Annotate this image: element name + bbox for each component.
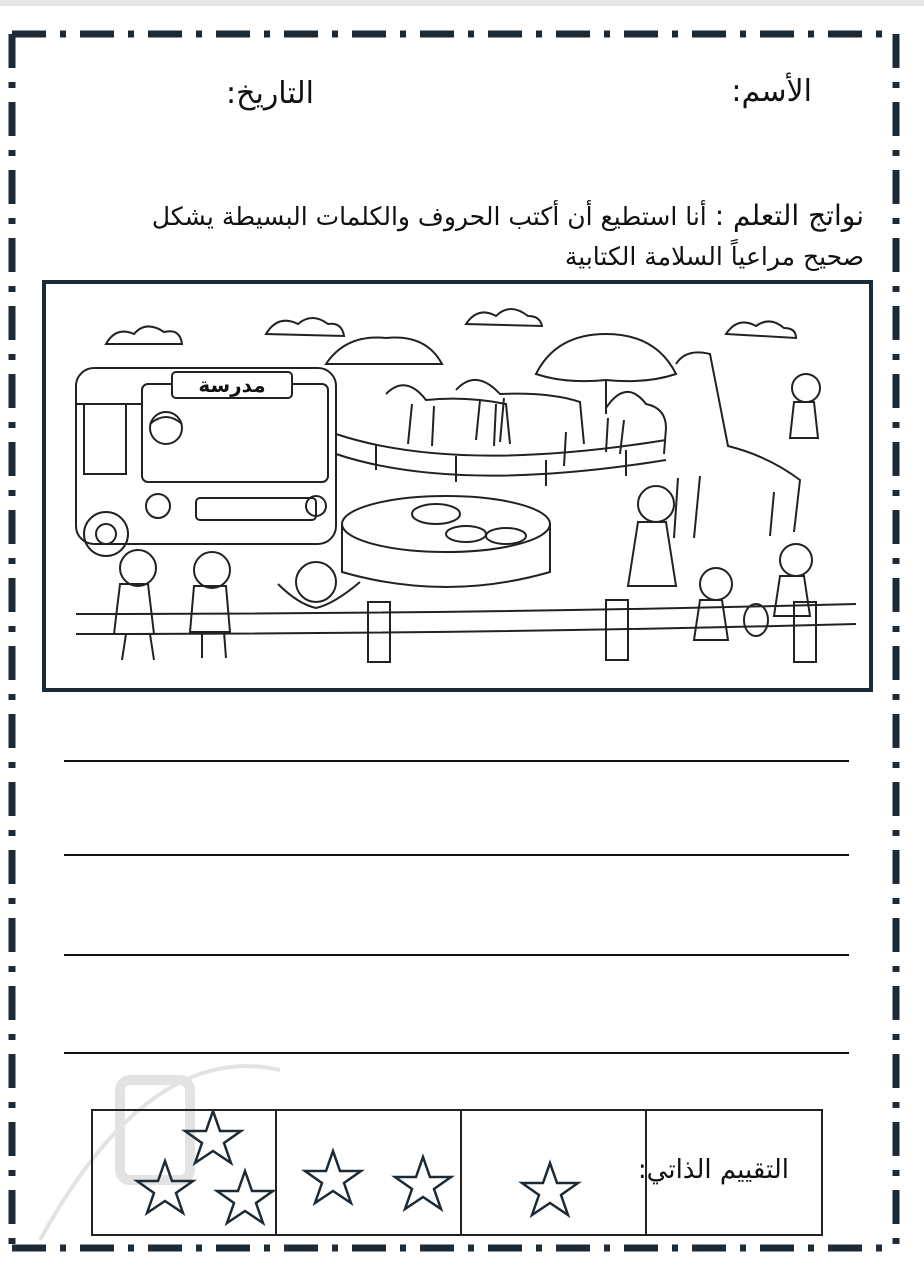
star-icon	[305, 1151, 361, 1203]
learning-outcomes-text: أنا استطيع أن أكتب الحروف والكلمات البسيطة يشكل صحيح مراعياً السلامة الكتابية	[151, 202, 864, 271]
giraffe-icon	[674, 352, 800, 538]
tree-icon	[326, 334, 676, 414]
cloud-icon	[106, 309, 796, 344]
rating-option-two-stars[interactable]	[275, 1111, 460, 1234]
name-label: الأسم:	[731, 74, 812, 109]
zoo-illustration	[42, 280, 873, 692]
star-icon	[395, 1157, 451, 1209]
rating-option-one-star[interactable]	[460, 1111, 645, 1234]
watermark-logo	[0, 1040, 300, 1280]
learning-outcomes	[124, 196, 864, 277]
children-figures	[114, 374, 820, 660]
date-label: التاريخ:	[226, 76, 314, 111]
writing-line	[64, 854, 849, 856]
learning-outcomes-label: نواتج التعلم :	[714, 199, 864, 232]
animal-enclosure-fence	[76, 434, 856, 662]
star-icon	[522, 1163, 578, 1215]
self-assessment-label-cell	[637, 1111, 821, 1234]
writing-line	[64, 954, 849, 956]
turtle-pond	[342, 496, 550, 587]
writing-line	[64, 760, 849, 762]
bus-sign: مدرسة	[198, 373, 266, 397]
self-assessment-label: التقييم الذاتي:	[637, 1155, 789, 1185]
